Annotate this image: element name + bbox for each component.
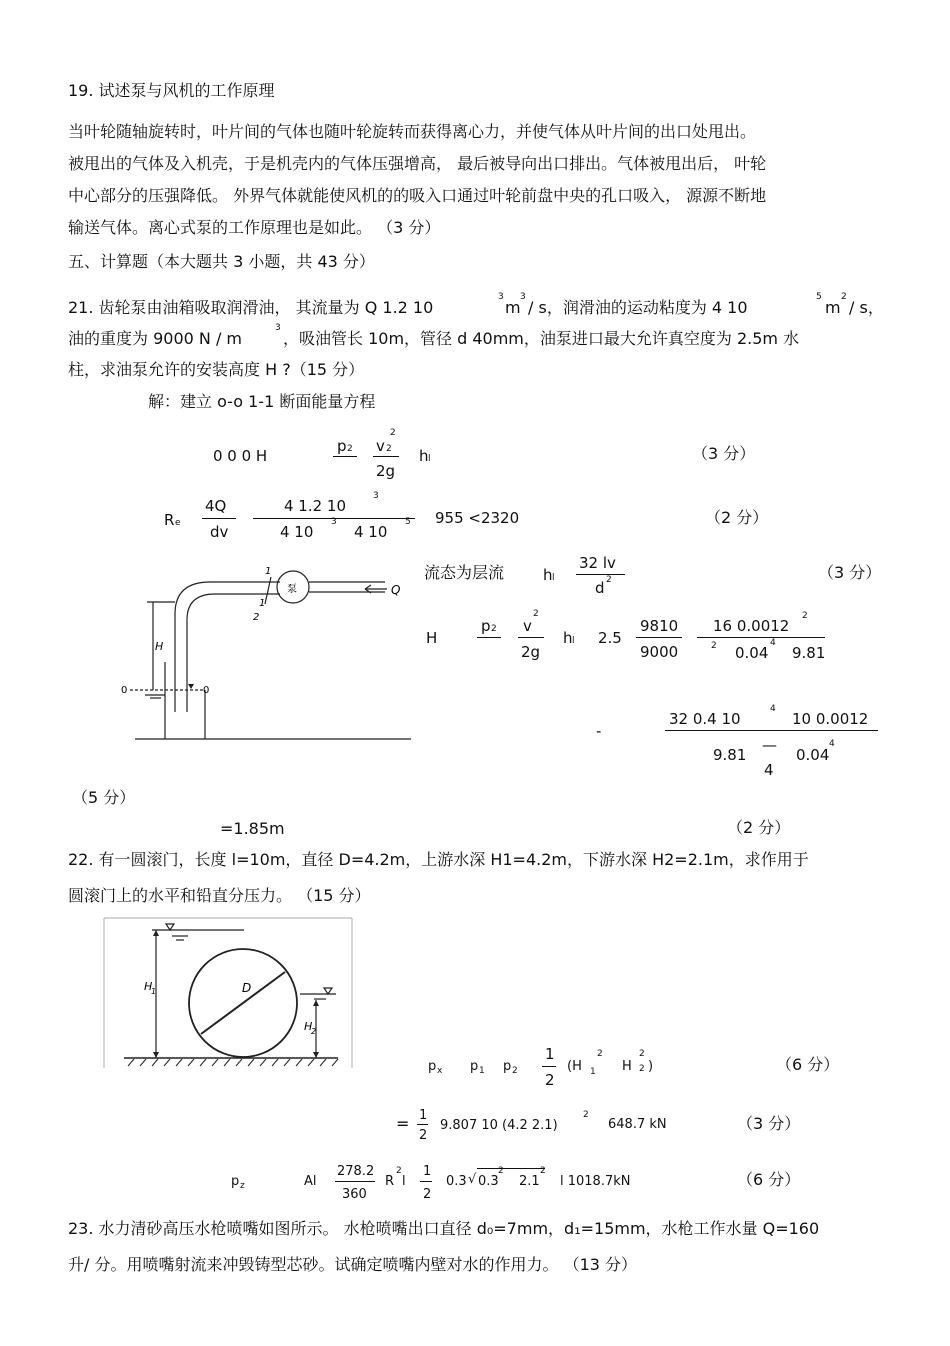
q19-line-3: 中心部分的压强降低。 外界气体就能使风机的的吸入口通过叶轮前盘中央的孔口吸入， 源源不断地: [68, 186, 767, 205]
q22-roller-gate-figure: [104, 918, 354, 1068]
q22-eq3-score: （6 分）: [737, 1170, 801, 1189]
fig-H2-label: H: [304, 1020, 313, 1033]
q22-eq2-score: （3 分）: [737, 1114, 801, 1133]
q23-line-2: 升/ 分。用喷嘴射流来冲毁铸型芯砂。试确定喷嘴内壁对水的作用力。 （13 分）: [68, 1255, 638, 1274]
pump-label: 泵: [287, 584, 297, 595]
fig-section-2: 2: [253, 612, 260, 623]
q21-eq3-score: （3 分）: [818, 563, 882, 582]
q19-line-2: 被甩出的气体及入机壳，于是机壳内的气体压强增高， 最后被导向出口排出。气体被甩出后， 叶轮: [68, 154, 767, 173]
q22-line-1: 22. 有一圆滚门，长度 l=10m，直径 D=4.2m，上游水深 H1=4.2m，下游水深 H2=2.1m，求作用于: [68, 850, 809, 869]
q22-line-2: 圆滚门上的水平和铅直分压力。 （15 分）: [68, 886, 371, 905]
fig-datum-left: 0: [121, 685, 128, 696]
fig-datum-right: 0: [203, 685, 210, 696]
q21-solution-intro: 解：建立 o-o 1-1 断面能量方程: [148, 392, 376, 411]
q19-line-1: 当叶轮随轴旋转时，叶片间的气体也随叶轮旋转而获得离心力，并使气体从叶片间的出口处甩出。: [68, 122, 757, 141]
fig-section-1-bottom: 1: [259, 598, 266, 609]
fig-H-label: H: [155, 640, 164, 653]
fig-section-1-top: 1: [265, 566, 272, 577]
fig-diameter-label: D: [242, 981, 252, 995]
q21-eq4-score: （5 分）: [72, 788, 136, 807]
fig-H1-sub: 1: [151, 987, 157, 996]
fig-H1-label: H: [144, 980, 153, 993]
section-5-heading: 五、计算题（本大题共 3 小题，共 43 分）: [68, 252, 375, 271]
sqrt-symbol: √: [468, 1172, 477, 1187]
fig-Q-label: Q: [391, 583, 401, 597]
q19-line-4: 输送气体。离心式泵的工作原理也是如此。 （3 分）: [68, 218, 441, 237]
q21-result-score: （2 分）: [727, 818, 791, 837]
q19-title: 19. 试述泵与风机的工作原理: [68, 81, 275, 100]
fig-H2-sub: 2: [311, 1027, 317, 1036]
q21-eq2-score: （2 分）: [705, 508, 769, 527]
q23-line-1: 23. 水力清砂高压水枪喷嘴如图所示。 水枪喷嘴出口直径 d₀=7mm，d₁=15mm，水枪工作水量 Q=160: [68, 1219, 820, 1238]
q22-eq1-score: （6 分）: [776, 1055, 840, 1074]
q21-line-3: 柱，求油泵允许的安装高度 H ?（15 分）: [68, 360, 365, 379]
q21-pump-figure: [75, 562, 411, 742]
q21-eq1-score: （3 分）: [692, 444, 756, 463]
q21-result: =1.85m: [220, 819, 285, 838]
